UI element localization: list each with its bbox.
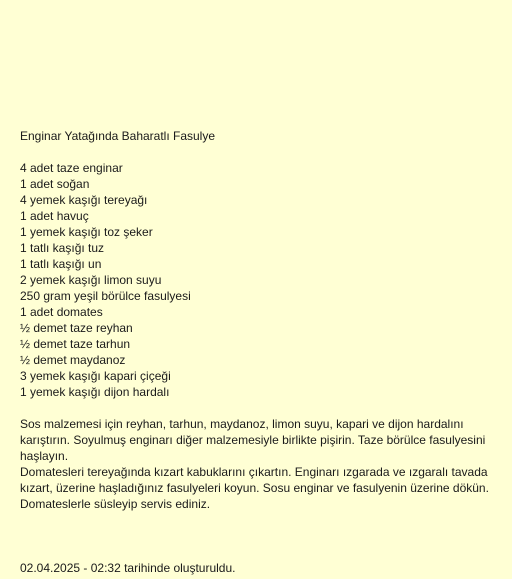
ingredient-item: 1 adet soğan	[20, 177, 90, 191]
ingredient-item: 4 yemek kaşığı tereyağı	[20, 193, 148, 207]
ingredient-item: 2 yemek kaşığı limon suyu	[20, 273, 162, 287]
instruction-paragraph: Sos malzemesi için reyhan, tarhun, maydanoz, limon suyu, kapari ve dijon hardalını karıştırın. Soyulmuş enginarı diğer malzemesiyle birlikte pişirin. Taze börülce fasulyesini haşlayın.	[20, 417, 486, 463]
ingredient-list	[20, 160, 505, 400]
instructions-section	[20, 416, 505, 512]
recipe-document	[20, 128, 505, 512]
ingredient-item: ½ demet taze tarhun	[20, 337, 131, 351]
ingredient-item: ½ demet taze reyhan	[20, 321, 133, 335]
ingredient-item: 1 tatlı kaşığı tuz	[20, 241, 105, 255]
ingredient-item: 3 yemek kaşığı kapari çiçeği	[20, 369, 171, 383]
ingredient-item: 1 yemek kaşığı toz şeker	[20, 225, 153, 239]
created-timestamp: 02.04.2025 - 02:32 tarihinde oluşturuldu.	[20, 561, 236, 575]
ingredient-item: 1 adet havuç	[20, 209, 89, 223]
ingredient-item: 4 adet taze enginar	[20, 161, 123, 175]
ingredient-item: 250 gram yeşil börülce fasulyesi	[20, 289, 191, 303]
ingredient-item: 1 adet domates	[20, 305, 103, 319]
ingredient-item: ½ demet maydanoz	[20, 353, 126, 367]
ingredient-item: 1 yemek kaşığı dijon hardalı	[20, 385, 170, 399]
recipe-title: Enginar Yatağında Baharatlı Fasulye	[20, 129, 216, 143]
ingredient-item: 1 tatlı kaşığı un	[20, 257, 102, 271]
instruction-paragraph: Domatesleri tereyağında kızart kabuklarını çıkartın. Enginarı ızgarada ve ızgaralı tavada kızart, üzerine haşladığınız fasulyeleri koyun. Sosu enginar ve fasulyenin üzerine dökün. Domateslerle süsleyip servis ediniz.	[20, 465, 489, 511]
